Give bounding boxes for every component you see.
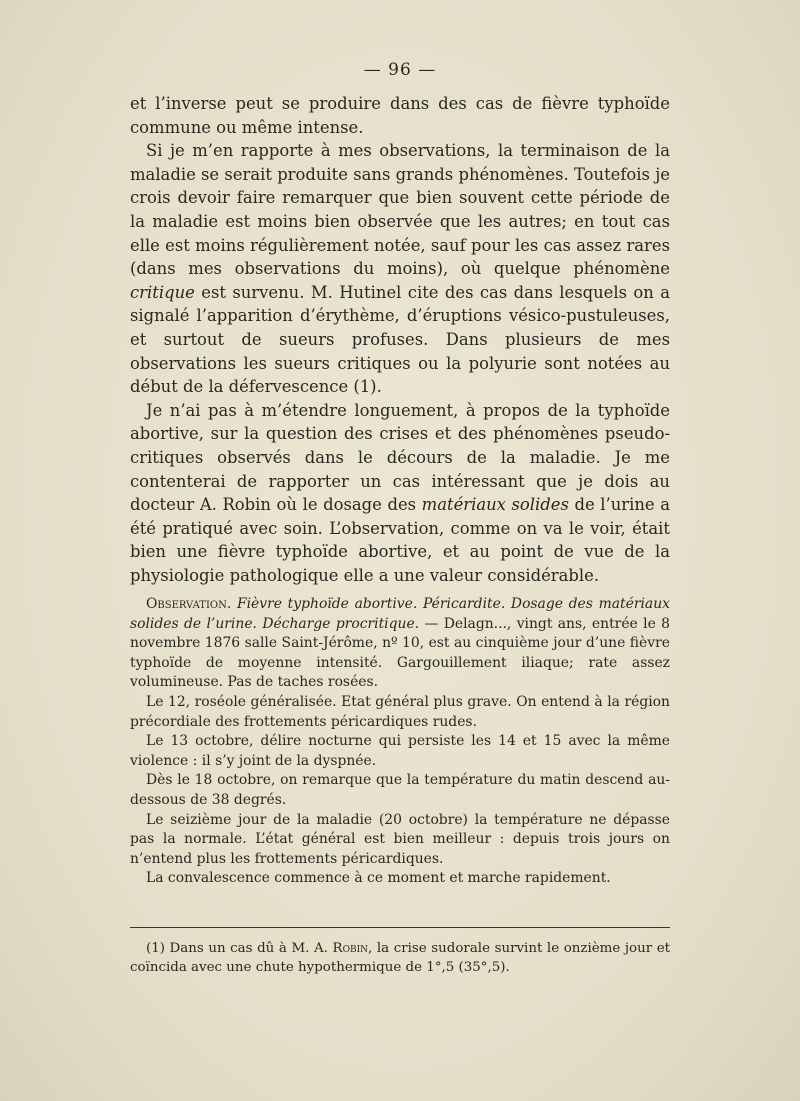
footnote-author-name: Robin <box>332 941 369 956</box>
footnote-paragraph <box>130 940 670 977</box>
main-text <box>130 92 670 587</box>
paragraph-3 <box>130 399 670 588</box>
paragraph-3-text-a: Je n’ai pas à m’étendre longuement, à propos de la typhoïde abortive, sur la question des crises et des phénomènes pseudo-critiques observés dans le décours de la maladie. Je me contenterai de rapporter un cas intéressant que je dois au docteur A. Robin où le dosage des <box>130 400 670 515</box>
footnote-text-a: (1) Dans un cas dû à M. A. <box>146 941 328 956</box>
observation-paragraph-6: La convalescence commence à ce moment et marche rapidement. <box>146 870 611 887</box>
paragraph-3-emphasis: matériaux solides <box>421 495 569 515</box>
paragraph-2-text-a: Si je m’en rapporte à mes observations, la terminaison de la maladie se serait produite sans grands phénomènes. Toutefois je crois devoir faire remarquer que bien souvent cette période de la maladie est moins bien observée que les autres; en tout cas elle est moins régulièrement notée, sauf pour les cas assez rares (dans mes observations du moins), où quelque phénomène <box>130 141 670 279</box>
observation-paragraph-4: Dès le 18 octobre, on remarque que la température du matin descend au-dessous de 38 degrés. <box>130 772 670 808</box>
observation-block <box>130 595 670 889</box>
paragraph-2 <box>130 139 670 399</box>
footnote <box>130 940 670 977</box>
observation-text-1: — Delagn..., vingt ans, entrée le 8 novembre 1876 salle Saint-Jérôme, nº 10, est au cinquième jour d’une fièvre typhoïde de moyenne intensité. Gargouillement iliaque; rate assez volumineuse. Pas de taches rosées. <box>130 615 671 691</box>
paragraph-1 <box>130 92 670 139</box>
page-number: — 96 — <box>363 60 437 80</box>
paragraph-1-text: et l’inverse peut se produire dans des cas de fièvre typhoïde commune ou même intense. <box>130 94 670 137</box>
paragraph-2-text-b: est survenu. M. Hutinel cite des cas dans lesquels on a signalé l’apparition d’érythème, d’éruptions vésico-pustuleuses, et surtout de sueurs profuses. Dans plusieurs de mes observations les sueurs critiques ou la polyurie sont notées au début de la défervescence (1). <box>130 282 670 397</box>
observation-paragraph-5: Le seizième jour de la maladie (20 octobre) la température ne dépasse pas la normale. L’état général est bien meilleur : depuis trois jours on n’entend plus les frottements péricardiques. <box>130 811 670 867</box>
observation-paragraph-1 <box>130 595 670 693</box>
paragraph-2-emphasis: critique <box>130 282 195 302</box>
observation-title: Fièvre typhoïde abortive. Péricardite. Dosage des matériaux solides de l’urine. Décharge procritique. <box>130 596 670 632</box>
paragraph-3-text-b: de l’urine a été pratiqué avec soin. L’observation, comme on va le voir, était bien une fièvre typhoïde abortive, et au point de vue de la physiologie pathologique elle a une valeur considérable. <box>130 495 671 585</box>
footnote-text-b: , la crise sudorale survint le onzième jour et coïncida avec une chute hypothermique de 1°,5 (35°,5). <box>130 941 670 975</box>
observation-paragraph-2: Le 12, roséole généralisée. Etat général plus grave. On entend à la région précordiale des frottements péricardiques rudes. <box>130 693 670 730</box>
observation-paragraph-3: Le 13 octobre, délire nocturne qui persiste les 14 et 15 avec la même violence : il s’y joint de la dyspnée. <box>130 733 670 769</box>
observation-label: Observation. <box>146 596 232 612</box>
footnote-divider <box>130 927 670 928</box>
